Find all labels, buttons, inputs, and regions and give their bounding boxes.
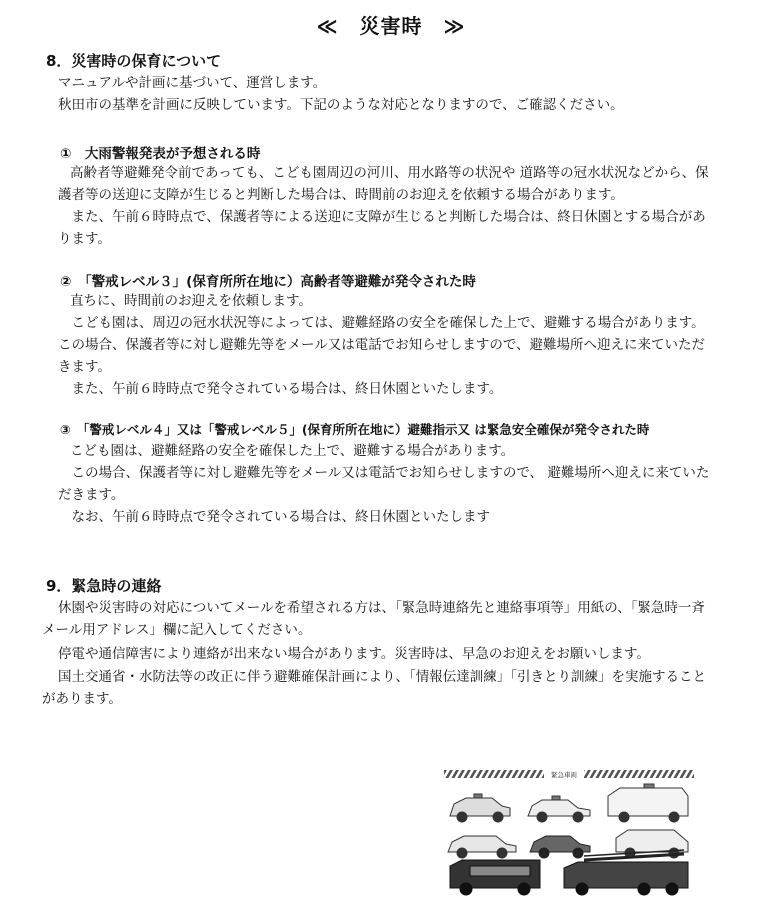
fire-truck-icon [450,860,540,895]
section-9-line: があります。 [42,691,122,707]
item-1-line: また、午前６時時点で、保護者等による送迎に支障が生じると判断した場合は、終日休園とする場合があ [58,209,706,225]
section-9-line: メール用アドレス」欄に記入してください。 [42,622,312,638]
ambulance-icon [608,784,688,822]
section-9-heading: 9．緊急時の連絡 [46,577,162,595]
item-1-line: 護者等の送迎に支障が生じると判断した場合は、時間前のお迎えを依頼する場合があります。 [58,187,624,203]
item-3-line: だきます。 [58,487,125,503]
item-3-line: この場合、保護者等に対し避難先等をメール又は電話でお知らせしますので、 避難場所へ迎えに来ていた [58,465,710,481]
item-1-line: 高齢者等避難発令前であっても、こども園周辺の河川、用水路等の状況や 道路等の冠水状況などから、保 [70,165,709,181]
section-8-heading: 8．災害時の保育について [46,52,222,70]
page-title: ≪ 災害時 ≫ [316,14,466,38]
item-2-heading: ② 「警戒レベル３」(保育所所在地に）高齢者等避難が発令された時 [60,274,476,290]
item-3-line: なお、午前６時時点で発令されている場合は、終日休園といたします [58,509,490,525]
section-9-line: 停電や通信障害により連絡が出来ない場合があります。災害時は、早急のお迎えをお願いします。 [58,646,650,662]
item-3-line: こども園は、避難経路の安全を確保した上で、避難する場合があります。 [70,443,515,459]
police-car-icon [450,794,510,822]
dark-car-icon [530,836,590,858]
police-sedan-icon [448,836,516,858]
banner-label: 緊急車両 [551,771,577,779]
item-1-line: ります。 [58,231,111,247]
item-2-line: 直ちに、時間前のお迎えを依頼します。 [70,293,312,309]
emergency-vehicles-illustration [444,770,696,898]
section-8-intro-line: 秋田市の基準を計画に反映しています。下記のような対応となりますので、ご確認ください。 [58,97,624,113]
section-9-line: 国土交通省・水防法等の改正に伴う避難確保計画により、「情報伝達訓練」「引きとり訓練」を実施すること [58,669,706,685]
patrol-car-icon [528,796,590,822]
section-8-intro-line: マニュアルや計画に基づいて、運営します。 [58,75,327,91]
section-9-line: 休園や災害時の対応についてメールを希望される方は、「緊急時連絡先と連絡事項等」用紙の、「緊急時一斉 [58,600,705,616]
item-2-line: また、午前６時時点で発令されている場合は、終日休園といたします。 [58,381,503,397]
ladder-truck-icon [564,850,688,895]
item-1-heading: ① 大雨警報発表が予想される時 [60,146,261,162]
item-2-line: こども園は、周辺の冠水状況等によっては、避難経路の安全を確保した上で、避難する場合があります。 [58,315,705,331]
item-2-line: この場合、保護者等に対し避難先等をメール又は電話でお知らせしますので、避難場所へ迎えに来ていただ [58,337,706,353]
emergency-vehicles-icon [444,770,696,898]
item-2-line: きます。 [58,359,111,375]
item-3-heading: ③ 「警戒レベル４」又は「警戒レベル５」(保育所所在地に）避難指示又 は緊急安全確保が発令された時 [60,422,650,437]
